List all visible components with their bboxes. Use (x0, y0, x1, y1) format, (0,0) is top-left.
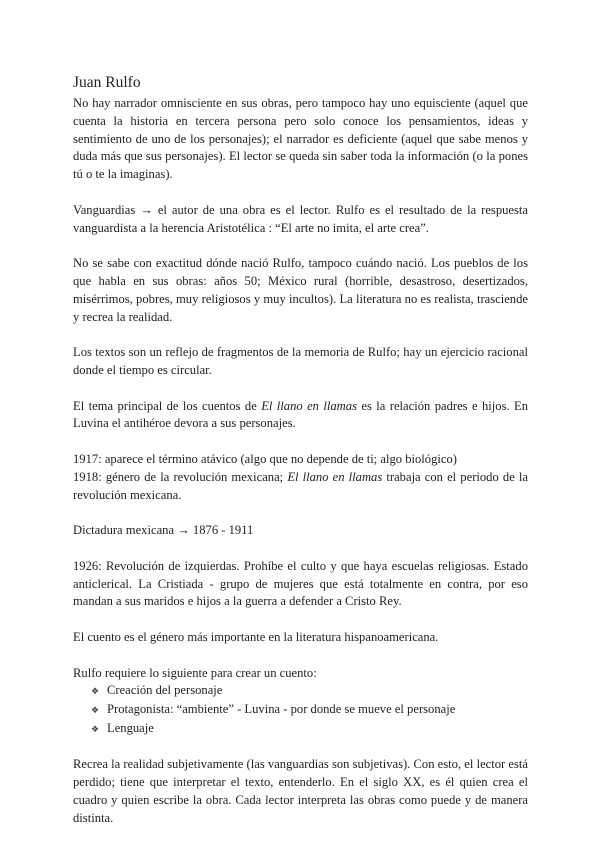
spacer (73, 380, 528, 398)
list-item (91, 682, 528, 701)
diamond-bullet-icon: ❖ (91, 723, 100, 734)
spacer (73, 540, 528, 558)
list-item (91, 720, 528, 739)
diamond-bullet-icon: ❖ (91, 686, 100, 697)
spacer (73, 326, 528, 344)
book-title: El llano en llamas (287, 469, 383, 484)
spacer (73, 237, 528, 255)
book-title: El llano en llamas (261, 398, 357, 413)
paragraph-dictadura: Dictadura mexicana → 1876 - 1911 (73, 523, 254, 538)
text-run: El tema principal de los cuentos de (73, 398, 262, 413)
paragraph-subjetividad: Recrea la realidad subjetivamente (las vanguardias son subjetivas). Con esto, el lector está perdido; tiene que interpretar el texto, entenderlo. En el siglo XX, es él quien crea el cuadro y quien escribe la obra. Cada lector interpreta las obras como puede y de manera distinta. (73, 757, 528, 825)
requirements-list (73, 682, 528, 738)
paragraph-1926: 1926: Revolución de izquierdas. Prohíbe el culto y que haya escuelas religiosas. Estado anticlerical. La Cristiada - grupo de mujeres que está totalmente en contra, por eso mandan a sus maridos e hijos a la guerra a defender a Cristo Rey. (73, 558, 528, 609)
paragraph-requisitos: Rulfo requiere lo siguiente para crear un cuento: (73, 665, 317, 680)
paragraph-vanguardias: Vanguardias → el autor de una obra es el lector. Rulfo es el resultado de la respuesta vanguardista a la herencia Aristotélica : “El arte no imita, el arte crea”. (73, 202, 528, 235)
list-item-text: Protagonista: “ambiente” - Luvina - por donde se mueve el personaje (107, 702, 456, 717)
paragraph-1918 (73, 469, 528, 505)
diamond-bullet-icon: ❖ (91, 705, 100, 716)
doc-title: Juan Rulfo (73, 74, 141, 91)
spacer (73, 184, 528, 202)
text-run: es la relación padres e hijos. En Luvina el antihéroe devora a sus personajes. (73, 398, 529, 431)
spacer (73, 647, 528, 665)
text-run: 1918: género de la revolución mexicana; (73, 469, 288, 484)
spacer (73, 433, 528, 451)
spacer (73, 739, 528, 757)
paragraph-1917: 1917: aparece el término atávico (algo que no depende de ti; algo biológico) (73, 451, 457, 466)
spacer (73, 504, 528, 522)
list-item-text: Lenguaje (107, 720, 154, 735)
spacer (73, 611, 528, 629)
paragraph-cuento: El cuento es el género más importante en la literatura hispanoamericana. (73, 629, 439, 644)
list-item-text: Creación del personaje (107, 683, 223, 698)
paragraph-tema-principal (73, 398, 528, 434)
text-run: trabaja con el periodo de la revolución mexicana. (73, 469, 529, 502)
paragraph-memoria: Los textos son un reflejo de fragmentos de la memoria de Rulfo; hay un ejercicio racional donde el tiempo es circular. (73, 345, 528, 377)
list-item (91, 701, 528, 720)
paragraph-narrador: No hay narrador omnisciente en sus obras, pero tampoco hay uno equisciente (aquel que cuenta la historia en tercera persona pero solo conoce los pensamientos, ideas y sentimiento de uno de los personajes); el narrador es deficiente (aquel que sabe menos y duda más que sus personajes). El lector se queda sin saber toda la información (o la pones tú o te la imaginas). (73, 96, 528, 182)
paragraph-origen: No se sabe con exactitud dónde nació Rulfo, tampoco cuándo nació. Los pueblos de los que habla en sus obras: años 50; México rural (horrible, desastroso, desertizados, misérrimos, pobres, muy religiosos y muy incultos). La literatura no es realista, trasciende y recrea la realidad. (73, 256, 528, 324)
